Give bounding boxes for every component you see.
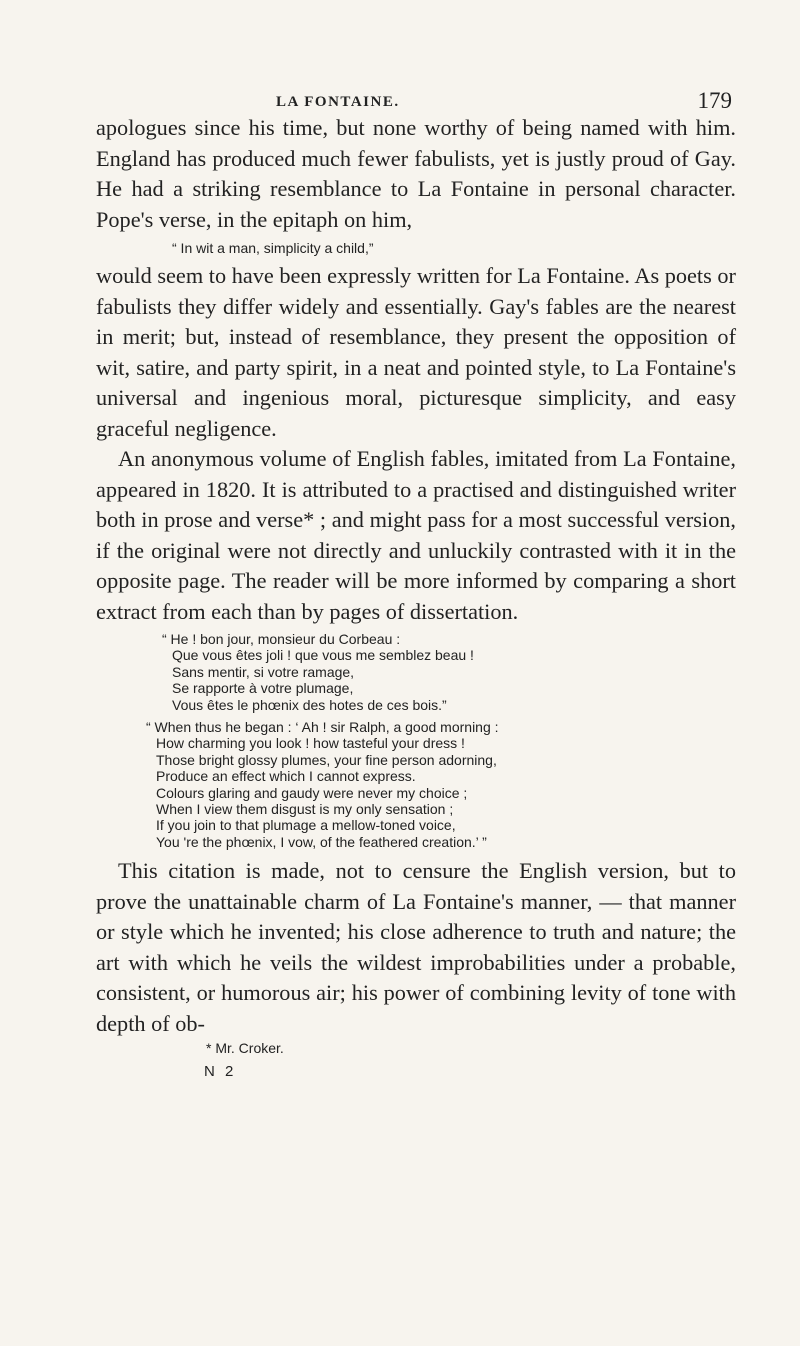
french-verse xyxy=(96,631,736,713)
verse-line: Se rapporte à votre plumage, xyxy=(172,680,354,697)
verse-line: “ He ! bon jour, monsieur du Corbeau : xyxy=(162,631,401,647)
signature-mark: N 2 xyxy=(204,1063,237,1081)
paragraph-4: This citation is made, not to censure the English version, but to prove the unattainable charm of La Fontaine's manner, — that manner or style which he invented; his close adherence to truth and nature; the art with which he veils the wildest improbabilities under a probable, consistent, or humorous air; his power of combining levity of tone with depth of ob- xyxy=(96,858,736,1036)
verse-line: “ When thus he began : ‘ Ah ! sir Ralph, a good morning : xyxy=(146,719,499,736)
verse-line: Sans mentir, si votre ramage, xyxy=(172,663,355,680)
paragraph-1: apologues since his time, but none worthy of being named with him. England has produced much fewer fabulists, yet is justly proud of Gay. He had a striking resemblance to La Fontaine in personal character. Pope's verse, in the epitaph on him, xyxy=(96,115,736,232)
verse-line: Colours glaring and gaudy were never my choice ; xyxy=(156,784,468,801)
verse-line: Que vous êtes joli ! que vous me semblez beau ! xyxy=(172,647,474,664)
page-number: 179 xyxy=(697,88,732,113)
verse-line: You 're the phœnix, I vow, of the feathered creation.’ ” xyxy=(156,833,487,850)
verse-line: Produce an effect which I cannot express. xyxy=(156,768,416,785)
footnote: * Mr. Croker. xyxy=(206,1040,284,1057)
verse-line: How charming you look ! how tasteful your dress ! xyxy=(156,735,465,752)
verse-line: When I view them disgust is my only sensation ; xyxy=(156,801,454,818)
paragraph-2: would seem to have been expressly written for La Fontaine. As poets or fabulists they differ widely and essentially. Gay's fables are the nearest in merit; but, instead of resemblance, they present the opposition of wit, satire, and party spirit, in a neat and pointed style, to La Fontaine's universal and ingenious moral, picturesque simplicity, and easy graceful negligence. xyxy=(96,263,736,441)
verse-line: If you join to that plumage a mellow-toned voice, xyxy=(156,817,456,834)
epitaph-quote: “ In wit a man, simplicity a child,” xyxy=(172,240,374,256)
verse-line: Those bright glossy plumes, your fine person adorning, xyxy=(156,751,497,768)
english-verse xyxy=(96,719,736,850)
verse-line: Vous êtes le phœnix des hotes de ces bois.” xyxy=(172,696,447,713)
running-title: LA FONTAINE. xyxy=(276,94,400,110)
paragraph-3: An anonymous volume of English fables, imitated from La Fontaine, appeared in 1820. It is attributed to a practised and distinguished writer both in prose and verse* ; and might pass for a most successful version, if the original were not directly and unluckily contrasted with it in the opposite page. The reader will be more informed by comparing a short extract from each than by pages of dissertation. xyxy=(96,446,736,624)
body-text xyxy=(96,113,736,1088)
